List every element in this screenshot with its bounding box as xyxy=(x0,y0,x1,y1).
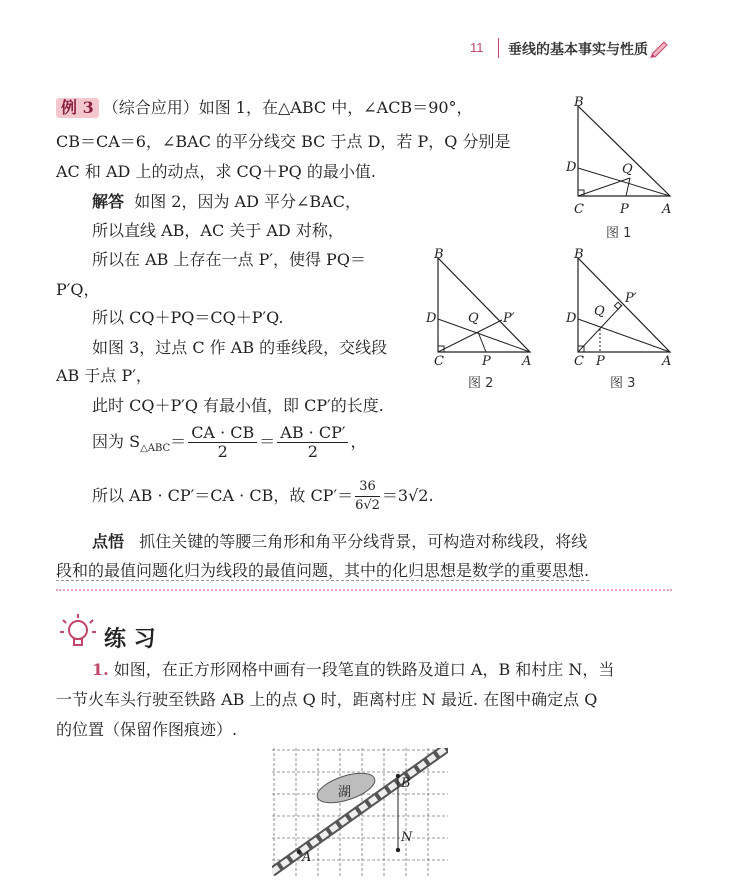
figure-3 xyxy=(560,248,690,368)
fig3-caption: 图 3 xyxy=(610,376,636,391)
header-divider xyxy=(498,38,499,58)
practice-text-1: 如图，在正方形网格中画有一段笔直的铁路及道口 A，B 和村庄 N，当 xyxy=(113,660,615,679)
practice-line-1 xyxy=(92,660,614,680)
fraction-ca-cb xyxy=(188,424,257,461)
area-eq-2: ＝ xyxy=(259,432,276,451)
fig2-label-a: A xyxy=(522,354,532,369)
solution-line-8: 此时 CQ＋P′Q 有最小值，即 CP′的长度. xyxy=(92,396,384,415)
area-formula xyxy=(92,424,367,467)
frac1-bot: 2 xyxy=(217,442,228,461)
example-line-3: AC 和 AD 上的动点，求 CQ＋PQ 的最小值. xyxy=(56,162,376,181)
lake-label: 湖 xyxy=(338,785,352,800)
final-prefix: 所以 AB · CP′＝CA · CB，故 CP′＝ xyxy=(92,486,354,505)
lightbulb-icon xyxy=(58,612,98,652)
insight-line-1 xyxy=(92,532,587,552)
frac1-top: CA · CB xyxy=(188,424,257,443)
fig3-label-p: P xyxy=(596,354,605,369)
practice-title: 练 习 xyxy=(104,627,156,652)
solution-line-3: 所以在 AB 上存在一点 P′，使得 PQ＝ xyxy=(92,250,366,269)
fig3-label-d: D xyxy=(566,311,577,326)
insight-text-1: 抓住关键的等腰三角形和角平分线背景，可构造对称线段，将线 xyxy=(139,532,588,551)
solution-line-2: 所以直线 AB，AC 关于 AD 对称， xyxy=(92,221,344,240)
grid-label-n: N xyxy=(401,830,413,845)
fig1-label-b: B xyxy=(574,95,584,110)
page-number: 11 xyxy=(470,40,484,55)
fig1-caption: 图 1 xyxy=(606,226,632,241)
practice-number: 1. xyxy=(92,660,109,679)
insight-line-2 xyxy=(56,561,589,581)
final-tail: ＝3√2. xyxy=(381,486,434,505)
area-sub: △ABC xyxy=(140,443,171,455)
solution-line-1 xyxy=(92,192,361,212)
fraction-36 xyxy=(355,478,380,515)
frac2-top: AB · CP′ xyxy=(277,424,348,443)
fig1-label-a: A xyxy=(662,202,672,217)
final-result xyxy=(92,478,434,515)
insight-label: 点悟 xyxy=(92,532,125,551)
fig3-label-c: C xyxy=(574,354,584,369)
fig1-label-d: D xyxy=(566,160,577,175)
fig3-label-a: A xyxy=(662,354,672,369)
example-badge: 例 3 xyxy=(56,98,99,118)
grid-label-b: B xyxy=(401,776,411,791)
fig3-label-pp: P′ xyxy=(625,291,637,306)
area-tail: ， xyxy=(350,432,367,451)
section-title: 垂线的基本事实与性质 xyxy=(508,42,648,58)
fig2-label-c: C xyxy=(434,354,444,369)
practice-line-2: 一节火车头行驶至铁路 AB 上的点 Q 时，距离村庄 N 最近. 在图中确定点 Q xyxy=(56,690,598,709)
solution-text-1: 如图 2，因为 AD 平分∠BAC， xyxy=(134,192,361,211)
fig1-label-q: Q xyxy=(622,162,633,177)
fig2-label-pp: P′ xyxy=(503,311,515,326)
fig2-label-p: P xyxy=(482,354,491,369)
example-text-1: （综合应用）如图 1，在△ABC 中，∠ACB＝90°， xyxy=(102,98,473,117)
solution-line-4: P′Q， xyxy=(56,280,100,299)
solution-line-5: 所以 CQ＋PQ＝CQ＋P′Q. xyxy=(92,308,284,327)
grid-label-a: A xyxy=(302,850,312,865)
fraction-ab-cp xyxy=(277,424,348,461)
insight-text-2: 段和的最值问题化归为线段的最值问题，其中的化归思想是数学的重要思想. xyxy=(56,561,590,580)
solution-line-7: AB 于点 P′， xyxy=(56,366,152,385)
railway-grid-figure xyxy=(272,748,452,880)
practice-line-3: 的位置（保留作图痕迹）. xyxy=(56,720,238,739)
fig2-label-q: Q xyxy=(468,311,479,326)
example-line-2: CB＝CA＝6，∠BAC 的平分线交 BC 于点 D，若 P，Q 分别是 xyxy=(56,132,511,151)
frac2-bot: 2 xyxy=(307,442,318,461)
final-frac-top: 36 xyxy=(355,478,380,497)
solution-line-6: 如图 3，过点 C 作 AB 的垂线段，交线段 xyxy=(92,338,388,357)
fig2-caption: 图 2 xyxy=(468,376,494,391)
fig2-label-d: D xyxy=(426,311,437,326)
area-eq-1: ＝ xyxy=(170,432,187,451)
fig3-label-b: B xyxy=(574,247,584,262)
fig2-label-b: B xyxy=(434,247,444,262)
example-line-1 xyxy=(56,98,473,118)
fig1-label-p: P xyxy=(620,202,629,217)
solution-label: 解答 xyxy=(92,192,125,211)
fig1-label-c: C xyxy=(574,202,584,217)
area-prefix: 因为 S xyxy=(92,432,141,451)
fig3-label-q: Q xyxy=(594,304,605,319)
section-divider xyxy=(56,589,672,591)
figure-2 xyxy=(420,248,550,368)
final-frac-bot: 6√2 xyxy=(355,498,380,513)
pencil-icon xyxy=(648,36,670,58)
